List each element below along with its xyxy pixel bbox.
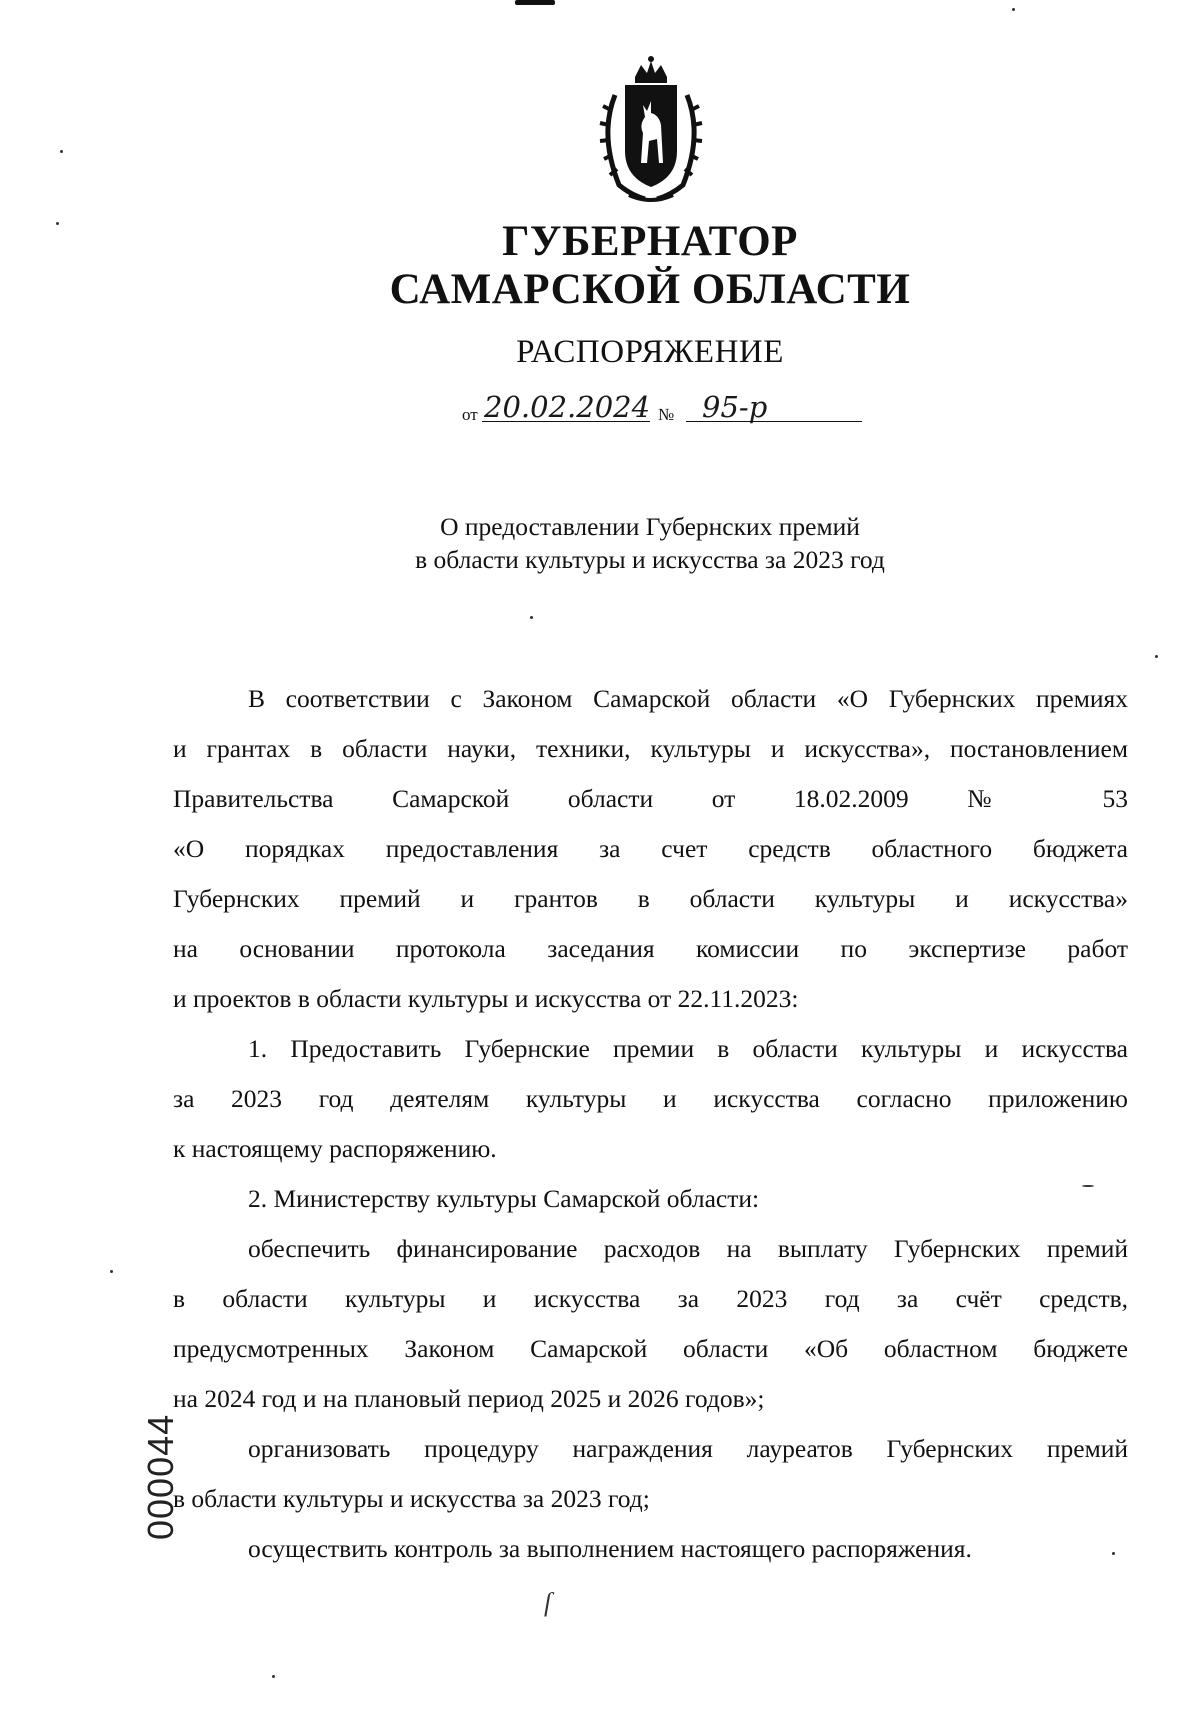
body-line: обеспечить финансирование расходов на выплату Губернских премий (248, 1234, 1128, 1263)
date-underline (482, 421, 650, 422)
body-line: и грантах в области науки, техники, культуры и искусства», постановлением (173, 734, 1128, 763)
body-line: к настоящему распоряжению. (173, 1134, 497, 1163)
body-line: в области культуры и искусства за 2023 год за счёт средств, (173, 1284, 1128, 1313)
subject-line1: О предоставлении Губернских премий (440, 512, 860, 541)
body-line: и проектов в области культуры и искусства от 22.11.2023: (173, 984, 799, 1013)
number-underline (686, 421, 862, 422)
page-mark: ſ (544, 1588, 552, 1617)
body-line: 2. Министерству культуры Самарской области: (248, 1184, 760, 1213)
scan-artifact (1155, 655, 1158, 658)
document-body (173, 684, 1128, 1584)
body-line: В соответствии с Законом Самарской области «О Губернских премиях (248, 684, 1128, 713)
document-subject (0, 510, 1200, 576)
scan-artifact (515, 0, 555, 5)
scan-artifact (56, 222, 59, 225)
body-line: «О порядках предоставления за счет средств областного бюджета (173, 834, 1128, 863)
scan-artifact (530, 616, 533, 619)
number-value: 95-р (702, 390, 768, 424)
subject-line2: в области культуры и искусства за 2023 год (415, 545, 885, 574)
scan-artifact (272, 1675, 275, 1678)
body-line: 1. Предоставить Губернские премии в области культуры и искусства (248, 1034, 1128, 1063)
scan-artifact (1012, 8, 1015, 11)
body-line: предусмотренных Законом Самарской области «Об областном бюджете (173, 1334, 1128, 1363)
body-line: осуществить контроль за выполнением настоящего распоряжения. (248, 1534, 972, 1563)
body-line: на основании протокола заседания комиссии по экспертизе работ (173, 934, 1128, 963)
date-label: от (462, 405, 478, 424)
document-type: РАСПОРЯЖЕНИЕ (516, 334, 784, 370)
body-line: в области культуры и искусства за 2023 год; (173, 1484, 650, 1513)
date-value: 20.02.2024 (484, 390, 651, 424)
coat-of-arms-icon (585, 55, 717, 205)
body-line: Правительства Самарской области от 18.02.2009 № 53 (173, 784, 1128, 813)
body-line: Губернских премий и грантов в области культуры и искусства» (173, 884, 1128, 913)
organization-title-line1: ГУБЕРНАТОР (502, 218, 798, 265)
scan-artifact (60, 150, 63, 153)
scan-artifact (1112, 1552, 1115, 1555)
margin-stamp-number: 000044 (140, 1413, 181, 1540)
body-line: за 2023 год деятелям культуры и искусства согласно приложению (173, 1084, 1128, 1113)
number-label: № (658, 405, 675, 424)
date-number-line (462, 388, 962, 428)
organization-title-line2: САМАРСКОЙ ОБЛАСТИ (389, 266, 911, 313)
scan-artifact (1082, 1185, 1094, 1187)
body-line: на 2024 год и на плановый период 2025 и 2026 годов»; (173, 1384, 765, 1413)
body-line: организовать процедуру награждения лауреатов Губернских премий (248, 1434, 1128, 1463)
scan-artifact (110, 1270, 113, 1273)
